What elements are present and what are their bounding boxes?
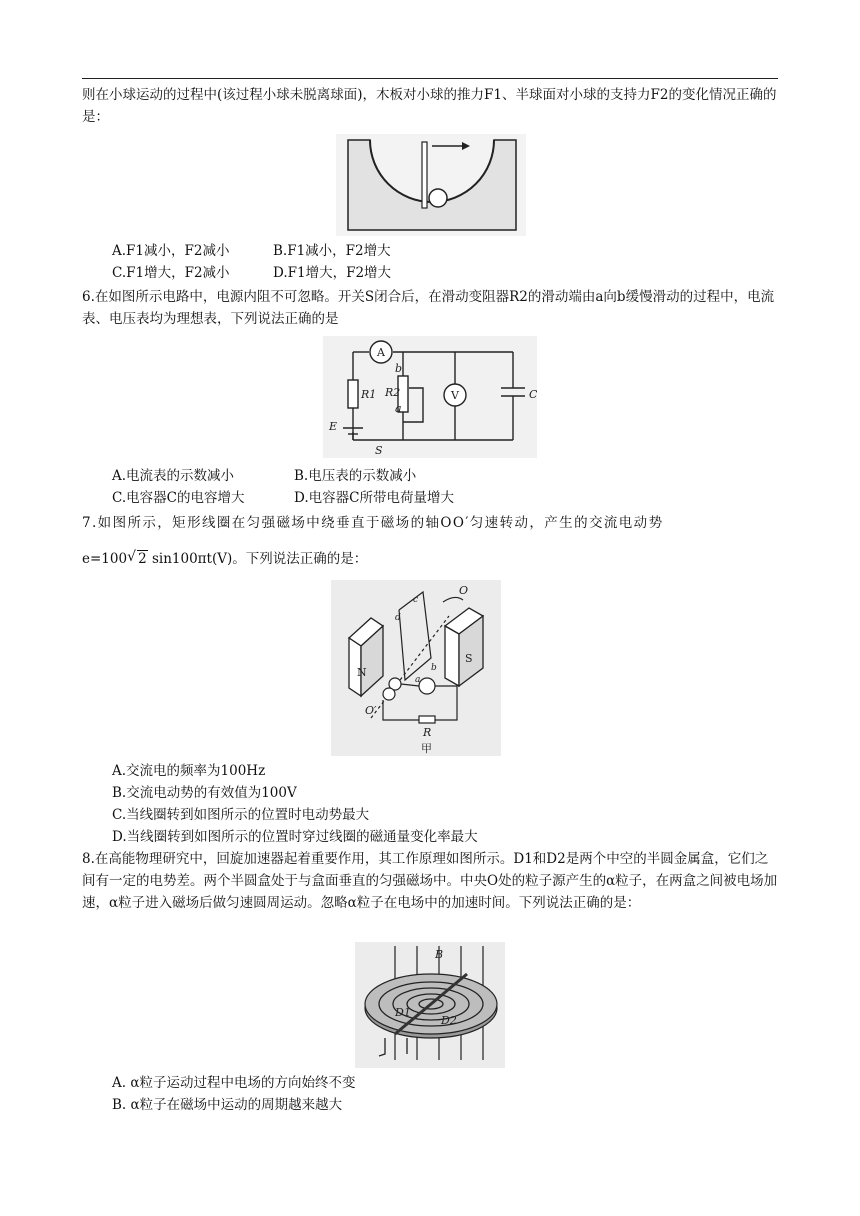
axis-o-label: O	[459, 584, 469, 597]
q7-option-d[interactable]: D.当线圈转到如图所示的位置时穿过线圈的磁通量变化率最大	[112, 829, 478, 845]
ammeter-label: A	[377, 346, 385, 359]
capacitor-label: C	[529, 388, 537, 401]
magnetic-field-label: B	[435, 948, 444, 961]
q7-emf-suffix: sin100πt(V)。下列说法正确的是：	[151, 551, 368, 567]
top-rule	[82, 78, 778, 79]
q7-emf-prefix: e=100	[82, 551, 128, 567]
figure-caption: 甲	[421, 742, 432, 755]
q6-figure-circuit	[323, 336, 537, 458]
r1-label: R1	[361, 388, 377, 401]
q7-option-a[interactable]: A.交流电的频率为100Hz	[112, 763, 266, 779]
q7-option-b[interactable]: B.交流电动势的有效值为100V	[112, 785, 297, 801]
corner-d-label: d	[395, 613, 401, 623]
emf-label: E	[329, 420, 338, 433]
q8-figure-cyclotron	[355, 942, 505, 1068]
sqrt-symbol: √ 2	[127, 549, 147, 567]
q5-stem: 则在小球运动的过程中(该过程小球未脱离球面)，木板对小球的推力F1、半球面对小球的支持力F2的变化情况正确的是：	[82, 87, 777, 125]
q7-option-c[interactable]: C.当线圈转到如图所示的位置时电动势最大	[112, 807, 370, 823]
q5-figure-hemisphere	[336, 134, 526, 236]
q7-stem-line2	[82, 548, 778, 570]
q6-stem: 6.在如图所示电路中，电源内阻不可忽略。开关S闭合后，在滑动变阻器R2的滑动端由a向b缓慢滑动的过程中，电流表、电压表均为理想表，下列说法正确的是	[82, 289, 775, 327]
q8-stem: 8.在高能物理研究中，回旋加速器起着重要作用，其工作原理如图所示。D1和D2是两个中空的半圆金属盒，它们之间有一定的电势差。两个半圆盒处于与盒面垂直的匀强磁场中。中央O处的粒子源产生的α粒子，在两盒之间被电场加速，α粒子进入磁场后做匀速圆周运动。忽略α粒子在电场中的加速时间。下列说法正确的是：	[82, 851, 778, 911]
q6-option-d[interactable]: D.电容器C所带电荷量增大	[294, 490, 454, 506]
voltmeter-label: V	[451, 389, 459, 402]
switch-label: S	[375, 444, 383, 457]
q6-option-b[interactable]: B.电压表的示数减小	[294, 468, 417, 484]
north-pole-label: N	[357, 666, 367, 679]
south-pole-label: S	[465, 652, 473, 665]
q5-option-c[interactable]: C.F1增大，F2减小	[112, 265, 230, 281]
resistor-label: R	[423, 726, 432, 739]
corner-b-label: b	[431, 663, 437, 673]
q5-option-a[interactable]: A.F1减小，F2减小	[112, 243, 230, 259]
point-b-label: b	[395, 362, 403, 375]
q7-stem-line1: 7.如图所示，矩形线圈在匀强磁场中绕垂直于磁场的轴OO′匀速转动，产生的交流电动势	[82, 515, 664, 531]
point-a-label: a	[395, 402, 402, 415]
r2-label: R2	[385, 386, 401, 399]
q5-option-b[interactable]: B.F1减小，F2增大	[273, 243, 391, 259]
q7-radicand: 2	[138, 551, 147, 567]
d2-label: D2	[441, 1014, 457, 1027]
corner-c-label: c	[413, 595, 419, 605]
q5-option-d[interactable]: D.F1增大，F2增大	[273, 265, 392, 281]
q8-option-b[interactable]: B. α粒子在磁场中运动的周期越来越大	[112, 1097, 343, 1113]
q6-option-a[interactable]: A.电流表的示数减小	[112, 468, 235, 484]
axis-o-prime-label: O′	[365, 704, 377, 717]
d1-label: D1	[395, 1006, 411, 1019]
q6-option-c[interactable]: C.电容器C的电容增大	[112, 490, 245, 506]
q8-option-a[interactable]: A. α粒子运动过程中电场的方向始终不变	[112, 1075, 356, 1091]
q7-figure-generator	[331, 580, 501, 756]
corner-a-label: a	[415, 675, 421, 685]
